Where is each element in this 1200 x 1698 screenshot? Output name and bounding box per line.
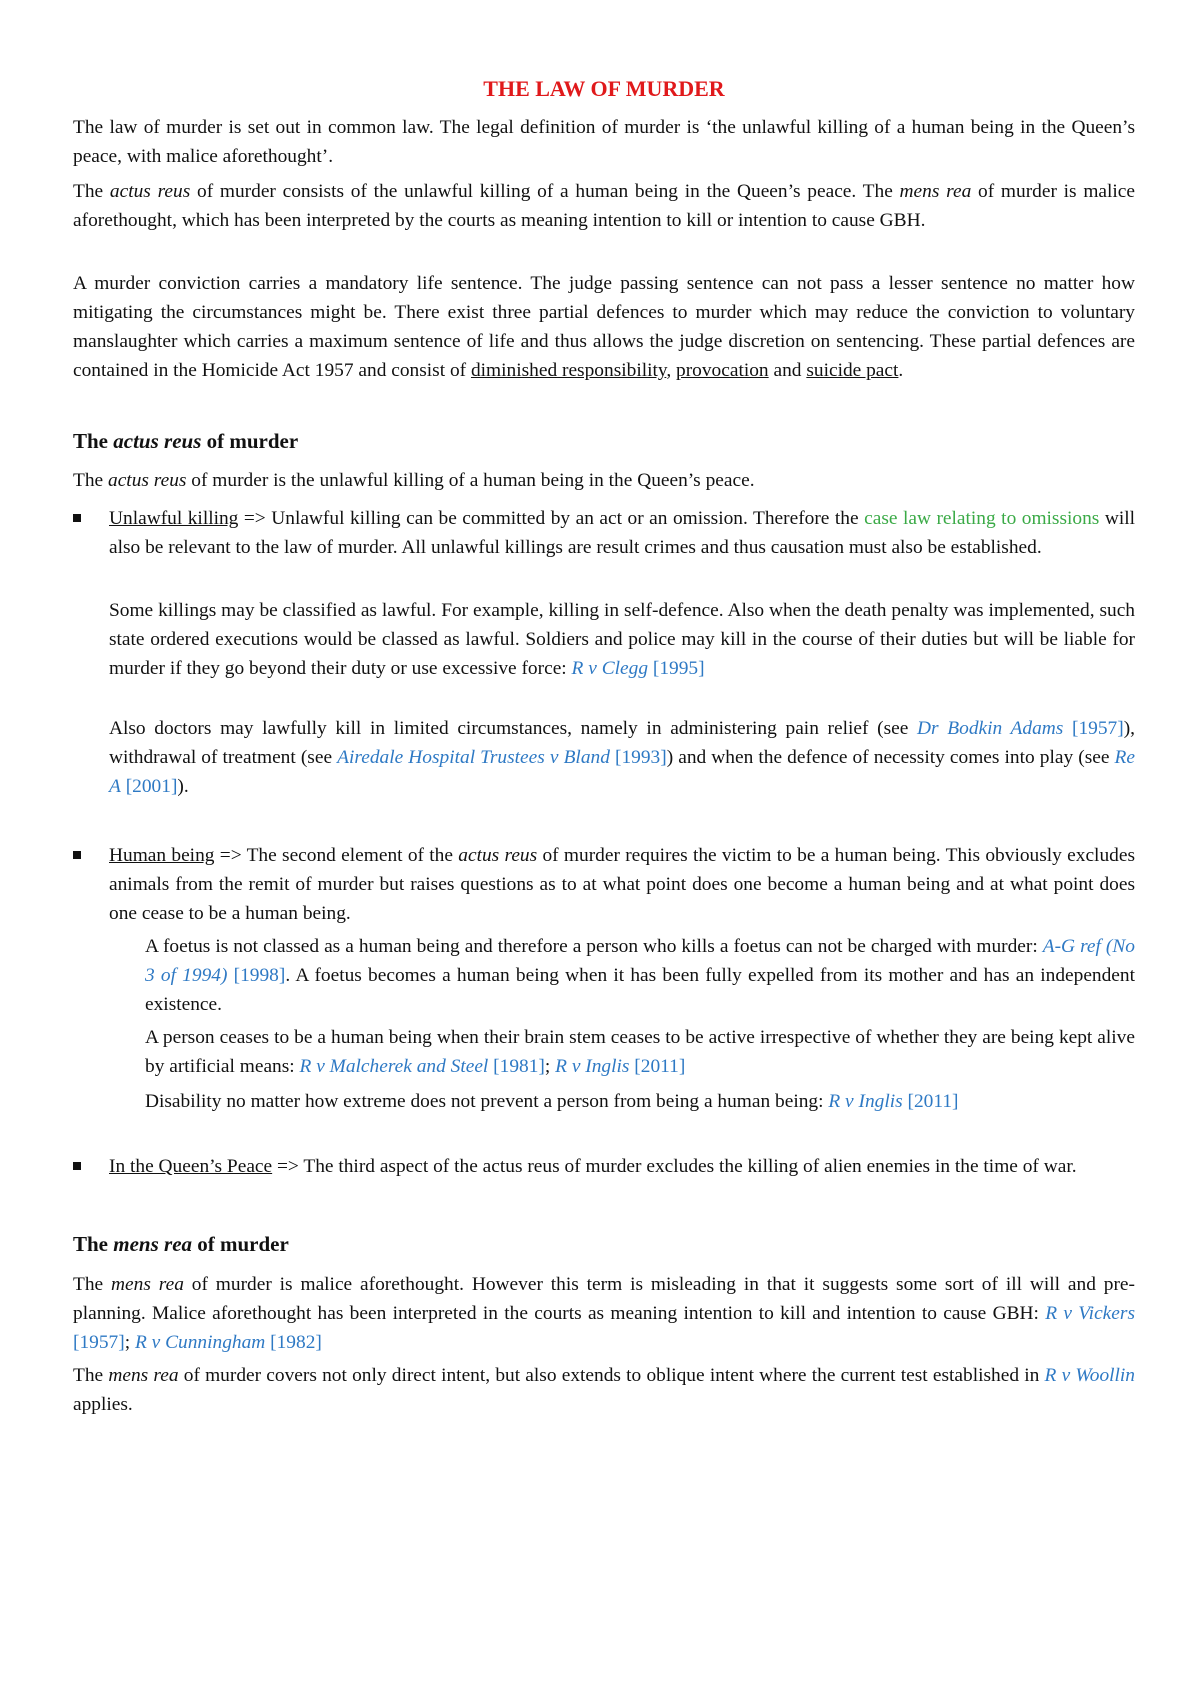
bullet-icon xyxy=(73,851,81,859)
intro-paragraph-2 xyxy=(73,177,1135,235)
doctors-paragraph: Also doctors may lawfully kill in limited circumstances, namely in administering pain relief (see Dr Bodkin Adams [1957]), withdrawal of treatment (see Airedale Hospital Trustees v Bland [1993]) and when the defence of necessity comes into play (see Re A [2001]). xyxy=(109,718,1135,797)
actus-reus-term: actus reus xyxy=(109,181,191,202)
mens-rea-term: mens rea xyxy=(899,181,972,202)
provocation-link[interactable]: provocation xyxy=(676,360,769,381)
intro-paragraph-1 xyxy=(73,113,1135,171)
suicide-pact-link[interactable]: suicide pact xyxy=(806,360,899,381)
mens-rea-paragraph-2: The mens rea of murder covers not only direct intent, but also extends to oblique intent where the current test established in R v Woollin applies. xyxy=(73,1365,1136,1415)
case-link-r-v-vickers[interactable]: R v Vickers xyxy=(1045,1303,1135,1324)
case-link-r-v-inglis[interactable]: R v Inglis xyxy=(555,1056,630,1077)
case-link-bodkin-adams[interactable]: Dr Bodkin Adams xyxy=(917,718,1064,739)
mens-rea-heading: The mens rea of murder xyxy=(73,1232,289,1256)
omissions-case-law-link[interactable]: case law relating to omissions xyxy=(864,508,1100,529)
queens-peace-label: In the Queen’s Peace xyxy=(109,1156,273,1177)
intro-p1-text: The law of murder is set out in common law. The legal definition of murder is ‘the unlawful killing of a human being in the Queen’s peace, with malice aforethought’. xyxy=(73,117,1135,167)
diminished-responsibility-link[interactable]: diminished responsibility xyxy=(470,360,667,381)
case-link-r-v-woollin[interactable]: R v Woollin xyxy=(1044,1365,1136,1386)
text: of murder consists of the unlawful killing of a human being in the Queen’s peace. The xyxy=(190,181,900,202)
actus-reus-heading: The actus reus of murder xyxy=(73,429,299,453)
brain-stem-paragraph: A person ceases to be a human being when their brain stem ceases to be active irrespective of whether they are being kept alive by artificial means: R v Malcherek and Steel [1981]; R v Inglis [2011] xyxy=(145,1027,1135,1077)
text: of murder is malice aforethought, which has been interpreted by the courts as meaning intention to kill or intention to cause GBH. xyxy=(73,181,1136,231)
bullet-icon xyxy=(73,514,81,522)
bullet-human-being: Human being => The second element of the actus reus of murder requires the victim to be a human being. This obviously excludes animals from the remit of murder but raises questions as to at what point does one become a human being and at what point does one cease to be a human being. xyxy=(109,845,1135,924)
case-link-re-a[interactable]: Re A xyxy=(109,747,1135,797)
case-year: [1995] xyxy=(648,658,705,679)
actus-reus-lead: The actus reus of murder is the unlawful killing of a human being in the Queen’s peace. xyxy=(73,470,755,491)
document-title: THE LAW OF MURDER xyxy=(483,76,725,101)
bullet-icon xyxy=(73,1162,81,1170)
case-link-r-v-clegg[interactable]: R v Clegg xyxy=(571,658,649,679)
mens-rea-paragraph-1: The mens rea of murder is malice aforethought. However this term is misleading in that it suggests some sort of ill will and pre-planning. Malice aforethought has been interpreted in the courts as meaning intention to kill and intention to cause GBH: R v Vickers [1957]; R v Cunningham [1982] xyxy=(73,1274,1135,1353)
bullet-queens-peace: In the Queen’s Peace => The third aspect of the actus reus of murder excludes the killing of alien enemies in the time of war. xyxy=(109,1156,1077,1177)
text: A murder conviction carries a mandatory life sentence. The judge passing sentence can not pass a lesser sentence no matter how mitigating the circumstances might be. There exist three partial defences to murder which may reduce the conviction to voluntary manslaughter which carries a maximum sentence of life and thus allows the judge discretion on sentencing. These partial defences are contained in the Homicide Act 1957 and consist of xyxy=(73,273,1135,381)
intro-paragraph-3 xyxy=(73,269,1135,385)
text: The xyxy=(73,181,110,202)
lawful-killings-paragraph: Some killings may be classified as lawful. For example, killing in self-defence. Also when the death penalty was implemented, such state ordered executions would be classed as lawful. Soldiers and police may kill in the course of their duties but will be liable for murder if they go beyond their duty or use excessive force: R v Clegg [1995] xyxy=(109,600,1135,679)
case-link-r-v-inglis[interactable]: R v Inglis xyxy=(828,1091,903,1112)
text: and xyxy=(768,360,807,381)
case-link-r-v-cunningham[interactable]: R v Cunningham xyxy=(134,1332,266,1353)
case-link-airedale-bland[interactable]: Airedale Hospital Trustees v Bland xyxy=(337,747,610,768)
text: , xyxy=(666,360,677,381)
unlawful-killing-label: Unlawful killing xyxy=(109,508,239,529)
human-being-label: Human being xyxy=(109,845,215,866)
bullet-unlawful-killing: Unlawful killing => Unlawful killing can be committed by an act or an omission. Therefore the case law relating to omissions will also be relevant to the law of murder. All unlawful killings are result crimes and thus causation must also be established. xyxy=(109,508,1136,558)
disability-paragraph: Disability no matter how extreme does not prevent a person from being a human being: R v Inglis [2011] xyxy=(145,1091,959,1112)
case-link-malcherek-steel[interactable]: R v Malcherek and Steel xyxy=(299,1056,489,1077)
text: . xyxy=(898,360,904,381)
case-link-ag-ref-3-1994[interactable]: A-G ref (No 3 of 1994) xyxy=(145,936,1135,986)
foetus-paragraph: A foetus is not classed as a human being and therefore a person who kills a foetus can not be charged with murder: A-G ref (No 3 of 1994) [1998]. A foetus becomes a human being when it has been fully expelled from its mother and has an independent existence. xyxy=(145,936,1136,1015)
